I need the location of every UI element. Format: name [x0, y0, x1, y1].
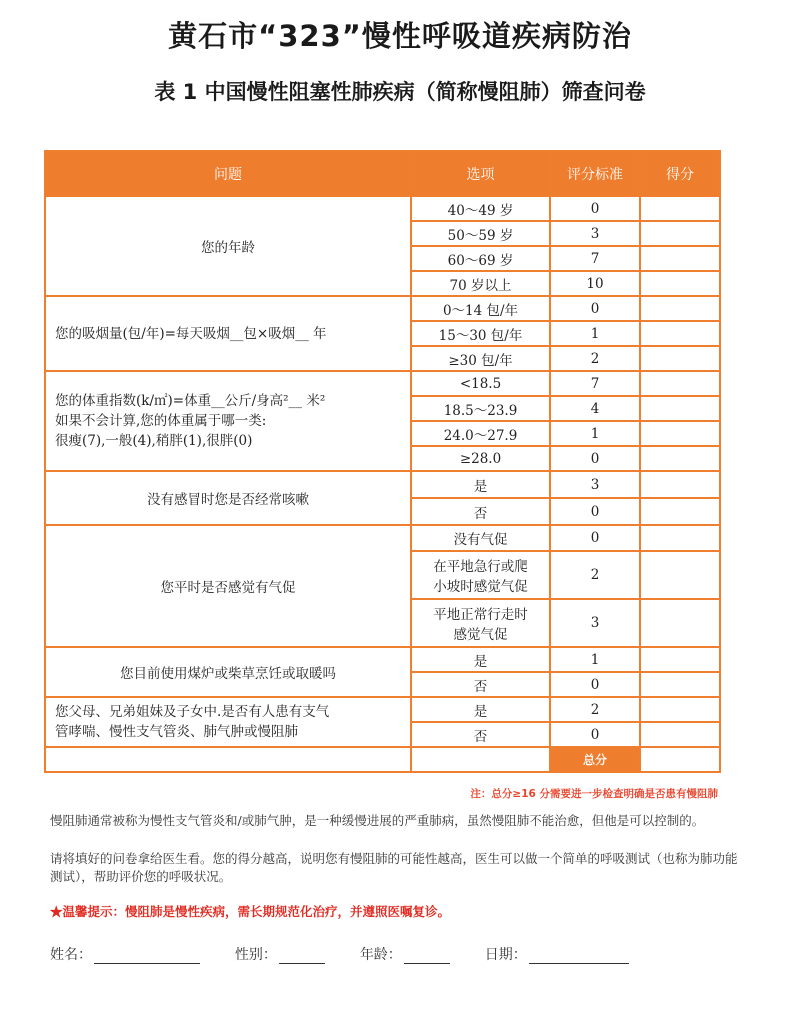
question-family-line: 管哮喘、慢性支气管炎、肺气肿或慢阻肺	[55, 724, 298, 740]
question-cough: 没有感冒时您是否经常咳嗽	[45, 471, 411, 525]
question-age: 您的年龄	[45, 196, 411, 296]
screening-table	[44, 150, 721, 773]
criteria-cell: 3	[550, 221, 640, 246]
option-cell: ≥30 包/年	[411, 346, 550, 371]
option-cell: 没有气促	[411, 525, 550, 551]
option-cell: 否	[411, 722, 550, 747]
criteria-cell: 7	[550, 371, 640, 396]
question-family-line: 您父母、兄弟姐妹及子女中.是否有人患有支气	[55, 704, 330, 720]
question-bmi-line: 很瘦(7),一般(4),稍胖(1),很胖(0)	[55, 433, 253, 449]
question-bmi	[45, 371, 411, 471]
score-input-cell[interactable]	[640, 446, 720, 471]
name-field[interactable]	[94, 949, 200, 964]
option-cell: 是	[411, 471, 550, 498]
table-subtitle: 表 1 中国慢性阻塞性肺疾病（简称慢阻肺）筛查问卷	[154, 80, 646, 104]
date-label: 日期：	[484, 947, 527, 963]
option-line: 感觉气促	[453, 627, 508, 643]
table-row	[45, 471, 720, 498]
score-input-cell[interactable]	[640, 647, 720, 672]
criteria-cell: 2	[550, 551, 640, 599]
option-cell: 否	[411, 672, 550, 697]
table-row	[45, 371, 720, 396]
question-smoking: 您的吸烟量(包/年)=每天吸烟__包×吸烟__ 年	[45, 296, 411, 371]
criteria-cell: 1	[550, 647, 640, 672]
score-input-cell[interactable]	[640, 271, 720, 296]
warm-tip: ★温馨提示：慢阻肺是慢性疾病，需长期规范化治疗，并遵照医嘱复诊。	[50, 904, 451, 919]
option-cell: <18.5	[411, 371, 550, 396]
total-row	[45, 747, 720, 772]
table-row	[45, 296, 720, 321]
header-score: 得分	[640, 151, 720, 196]
option-line: 在平地急行或爬	[433, 559, 528, 575]
criteria-cell: 0	[550, 525, 640, 551]
score-input-cell[interactable]	[640, 722, 720, 747]
criteria-cell: 10	[550, 271, 640, 296]
score-input-cell[interactable]	[640, 321, 720, 346]
question-breath: 您平时是否感觉有气促	[45, 525, 411, 647]
score-input-cell[interactable]	[640, 296, 720, 321]
option-cell: 18.5～23.9	[411, 396, 550, 421]
option-cell: 60～69 岁	[411, 246, 550, 271]
option-cell: 70 岁以上	[411, 271, 550, 296]
option-cell: 0～14 包/年	[411, 296, 550, 321]
criteria-cell: 0	[550, 672, 640, 697]
option-line: 平地正常行走时	[433, 607, 528, 623]
score-input-cell[interactable]	[640, 346, 720, 371]
question-bmi-line: 您的体重指数(k/㎡)=体重__公斤/身高²__ 米²	[55, 393, 326, 409]
table-row	[45, 196, 720, 221]
criteria-cell: 1	[550, 421, 640, 446]
age-label: 年龄：	[359, 947, 402, 963]
criteria-cell: 1	[550, 321, 640, 346]
option-cell: 50～59 岁	[411, 221, 550, 246]
score-input-cell[interactable]	[640, 697, 720, 722]
age-field[interactable]	[404, 949, 450, 964]
criteria-cell: 0	[550, 722, 640, 747]
score-input-cell[interactable]	[640, 525, 720, 551]
option-cell: 15～30 包/年	[411, 321, 550, 346]
score-input-cell[interactable]	[640, 196, 720, 221]
criteria-cell: 4	[550, 396, 640, 421]
score-input-cell[interactable]	[640, 551, 720, 599]
patient-info-form	[50, 944, 629, 964]
question-family	[45, 697, 411, 747]
question-bmi-line: 如果不会计算,您的体重属于哪一类:	[55, 413, 267, 429]
total-blank	[45, 747, 411, 772]
table-header-row	[45, 151, 720, 196]
criteria-cell: 0	[550, 498, 640, 525]
score-input-cell[interactable]	[640, 498, 720, 525]
criteria-cell: 3	[550, 471, 640, 498]
option-cell	[411, 599, 550, 647]
score-input-cell[interactable]	[640, 396, 720, 421]
total-label: 总分	[550, 747, 640, 772]
header-option: 选项	[411, 151, 550, 196]
option-line: 小坡时感觉气促	[433, 579, 528, 595]
option-cell: 40～49 岁	[411, 196, 550, 221]
criteria-cell: 2	[550, 697, 640, 722]
header-criteria: 评分标准	[550, 151, 640, 196]
date-field[interactable]	[529, 949, 629, 964]
instruction-paragraph: 请将填好的问卷拿给医生看。您的得分越高，说明您有慢阻肺的可能性越高，医生可以做一个简单的呼吸测试（也称为肺功能测试），帮助评价您的呼吸状况。	[50, 851, 738, 884]
score-input-cell[interactable]	[640, 471, 720, 498]
criteria-cell: 0	[550, 446, 640, 471]
option-cell: 否	[411, 498, 550, 525]
option-cell: ≥28.0	[411, 446, 550, 471]
criteria-cell: 0	[550, 196, 640, 221]
criteria-cell: 7	[550, 246, 640, 271]
screening-note: 注：总分≥16 分需要进一步检查明确是否患有慢阻肺	[470, 788, 718, 800]
option-cell: 是	[411, 697, 550, 722]
gender-field[interactable]	[279, 949, 325, 964]
header-question: 问题	[45, 151, 411, 196]
criteria-cell: 0	[550, 296, 640, 321]
score-input-cell[interactable]	[640, 221, 720, 246]
criteria-cell: 2	[550, 346, 640, 371]
option-cell: 24.0～27.9	[411, 421, 550, 446]
score-input-cell[interactable]	[640, 672, 720, 697]
table-row	[45, 697, 720, 722]
table-row	[45, 525, 720, 551]
total-score-cell[interactable]	[640, 747, 720, 772]
score-input-cell[interactable]	[640, 371, 720, 396]
score-input-cell[interactable]	[640, 421, 720, 446]
question-stove: 您目前使用煤炉或柴草烹饪或取暖吗	[45, 647, 411, 697]
option-cell: 是	[411, 647, 550, 672]
option-cell	[411, 551, 550, 599]
score-input-cell[interactable]	[640, 246, 720, 271]
table-row	[45, 647, 720, 672]
page-title: 黄石市“323”慢性呼吸道疾病防治	[168, 19, 632, 53]
copd-description: 慢阻肺通常被称为慢性支气管炎和/或肺气肿，是一种缓慢进展的严重肺病，虽然慢阻肺不能治愈，但他是可以控制的。	[50, 813, 705, 828]
total-blank	[411, 747, 550, 772]
score-input-cell[interactable]	[640, 599, 720, 647]
gender-label: 性别：	[234, 947, 277, 963]
name-label: 姓名：	[50, 947, 92, 963]
criteria-cell: 3	[550, 599, 640, 647]
